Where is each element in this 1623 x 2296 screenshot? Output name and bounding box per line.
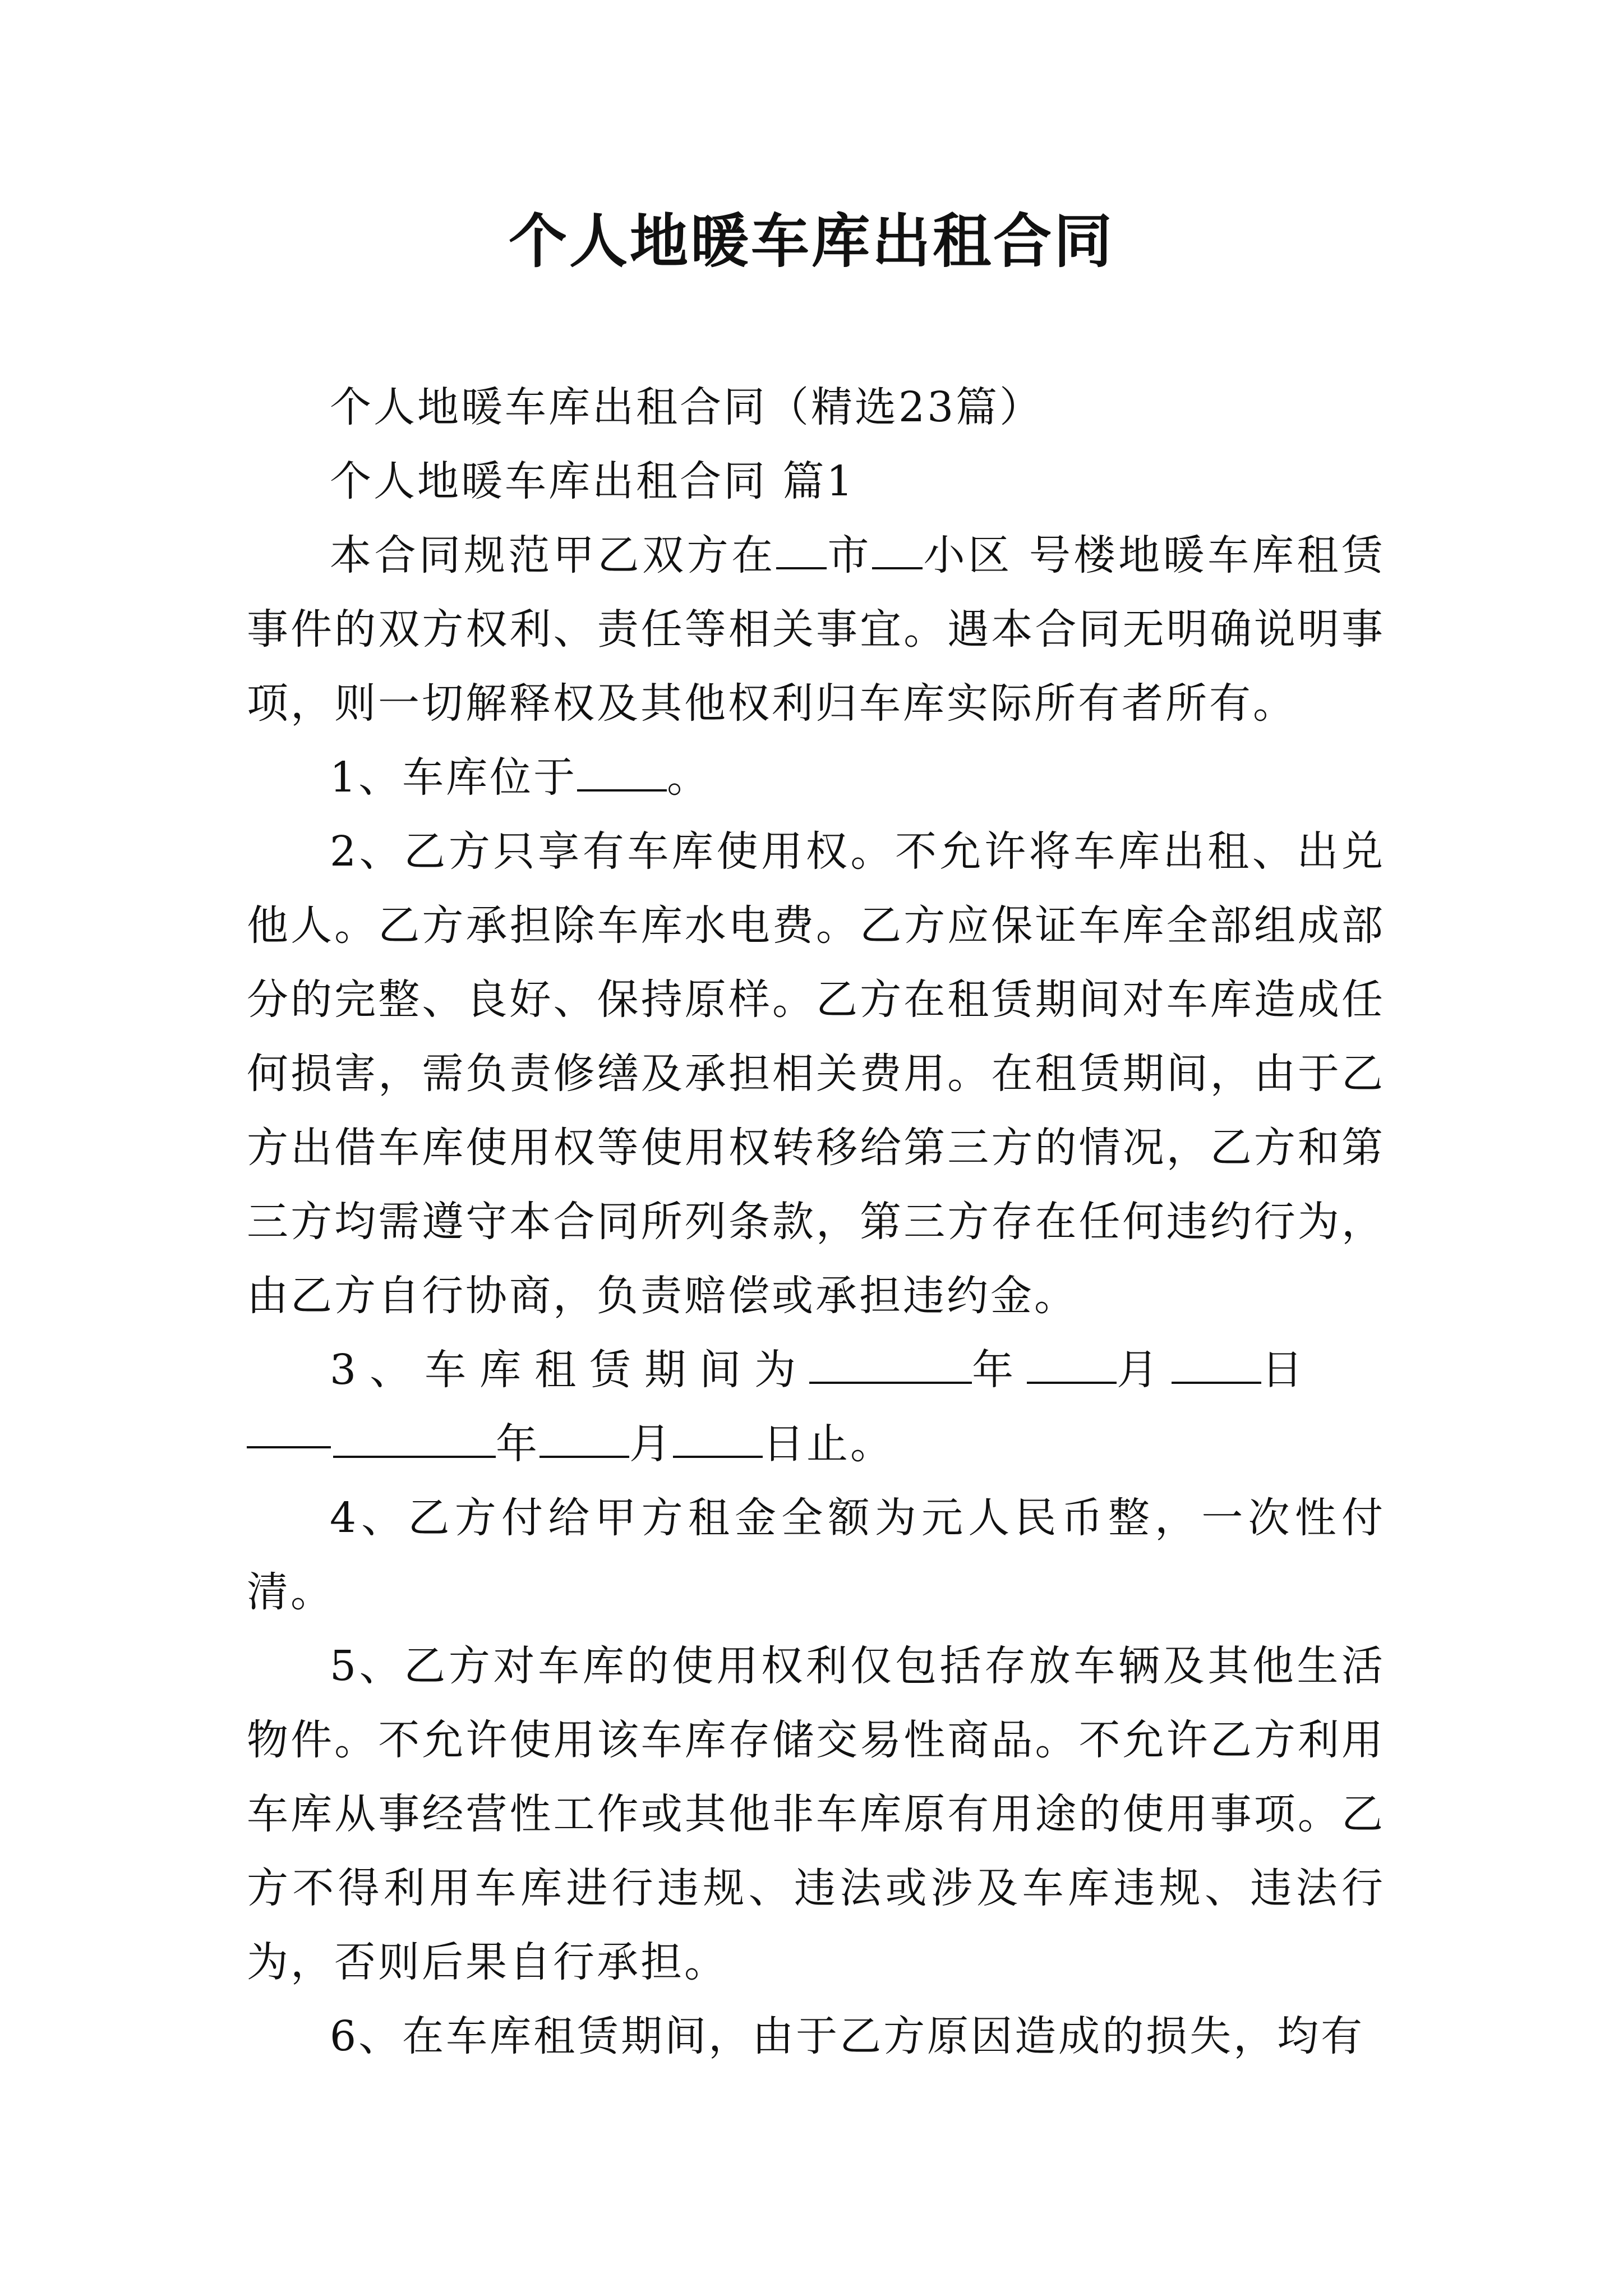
clause-4: 4、乙方付给甲方租金全额为元人民币整，一次性付清。 — [247, 1494, 1385, 1616]
intro-text-1: 本合同规范甲乙双方在 — [330, 531, 776, 579]
document-subtitle: 个人地暖车库出租合同（精选23篇） — [330, 383, 1044, 431]
end-year-blank — [333, 1416, 496, 1458]
intro-text-3: 小区 号楼地暖车库租赁事件的双方权利、责任等相关事宜。遇本合同无明确说明事项，则一切解释权及其他权利归车库实际所有者所有。 — [247, 531, 1385, 728]
start-day-label: 日 — [1261, 1346, 1306, 1394]
start-month-blank — [1027, 1342, 1117, 1384]
end-month-blank — [540, 1416, 629, 1458]
section-heading: 个人地暖车库出租合同 篇1 — [330, 457, 855, 505]
clause-6: 6、在车库租赁期间，由于乙方原因造成的损失，均有 — [330, 2012, 1365, 2060]
end-month-label: 月 — [629, 1420, 673, 1468]
document-title: 个人地暖车库出租合同 — [508, 206, 1114, 275]
end-day-label: 日止。 — [763, 1420, 894, 1468]
community-blank — [872, 528, 923, 569]
clause-3 — [247, 1333, 1385, 1481]
range-dash — [247, 1446, 331, 1448]
start-year-label: 年 — [972, 1346, 1027, 1394]
start-month-label: 月 — [1117, 1346, 1172, 1394]
clause-1-end: 。 — [667, 753, 711, 802]
location-blank — [577, 750, 667, 792]
intro-text-2: 市 — [826, 531, 873, 579]
clause-5: 5、乙方对车库的使用权利仅包括存放车辆及其他生活物件。不允许使用该车库存储交易性商品。不允许乙方利用车库从事经营性工作或其他非车库原有用途的使用事项。乙方不得利用车库进行违规、违法或涉及车库违规、违法行为，否则后果自行承担。 — [247, 1642, 1385, 1986]
clause-3-text: 3、车库租赁期间为 — [330, 1346, 810, 1394]
start-year-blank — [809, 1342, 972, 1384]
start-day-blank — [1172, 1342, 1261, 1384]
city-blank — [776, 528, 827, 569]
end-year-label: 年 — [496, 1420, 540, 1468]
clause-1-text: 1、车库位于 — [330, 753, 578, 802]
document-body — [247, 370, 1385, 2073]
intro-paragraph — [247, 518, 1385, 740]
clause-2: 2、乙方只享有车库使用权。不允许将车库出租、出兑他人。乙方承担除车库水电费。乙方应保证车库全部组成部分的完整、良好、保持原样。乙方在租赁期间对车库造成任何损害，需负责修缮及承担相关费用。在租赁期间，由于乙方出借车库使用权等使用权转移给第三方的情况，乙方和第三方均需遵守本合同所列条款，第三方存在任何违约行为，由乙方自行协商，负责赔偿或承担违约金。 — [247, 827, 1385, 1320]
end-day-blank — [673, 1416, 763, 1458]
clause-1 — [247, 740, 1385, 815]
